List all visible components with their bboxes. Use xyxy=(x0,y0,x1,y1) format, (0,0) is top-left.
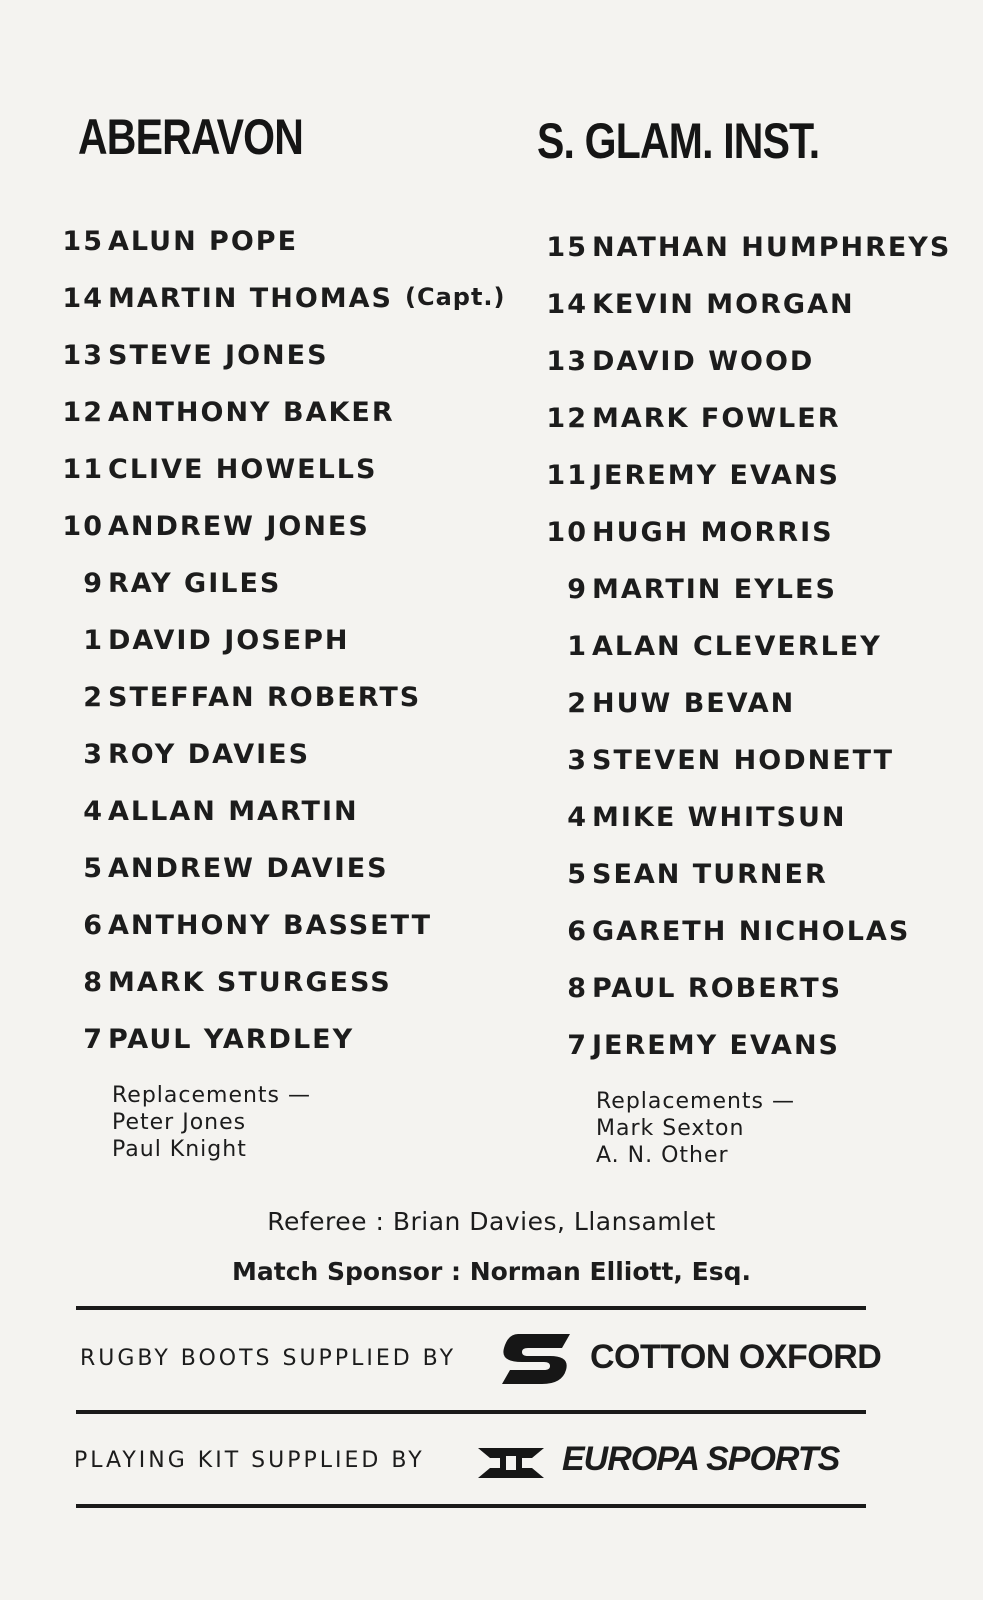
player-row xyxy=(56,796,506,853)
divider xyxy=(76,1504,866,1508)
divider xyxy=(76,1306,866,1310)
player-name: KEVIN MORGAN xyxy=(592,289,855,320)
player-number: 9 xyxy=(83,568,104,599)
player-row xyxy=(540,232,951,289)
player-row xyxy=(540,916,951,973)
player-number: 12 xyxy=(62,397,104,428)
europa-sports-brand: EUROPA SPORTS xyxy=(562,1440,840,1478)
player-number: 8 xyxy=(567,973,588,1004)
captain-note: (Capt.) xyxy=(404,283,506,311)
player-number: 10 xyxy=(546,517,588,548)
replacement-player: Peter Jones xyxy=(112,1110,247,1135)
player-name: ANDREW DAVIES xyxy=(108,853,389,884)
player-row xyxy=(540,745,951,802)
away-replacements xyxy=(596,1088,795,1169)
player-number: 3 xyxy=(567,745,588,776)
player-number: 3 xyxy=(83,739,104,770)
player-row xyxy=(540,1030,951,1087)
player-row xyxy=(540,517,951,574)
match-sponsor-line: Match Sponsor : Norman Elliott, Esq. xyxy=(232,1257,751,1286)
replacements-heading: Replacements — xyxy=(112,1083,312,1108)
player-number: 6 xyxy=(567,916,588,947)
player-number: 2 xyxy=(567,688,588,719)
player-name: GARETH NICHOLAS xyxy=(592,916,911,947)
player-number: 7 xyxy=(83,1024,104,1055)
player-number: 15 xyxy=(62,226,104,257)
player-row xyxy=(540,346,951,403)
player-name: MARK STURGESS xyxy=(108,967,392,998)
europa-sports-logo-icon xyxy=(476,1446,546,1480)
player-row xyxy=(56,397,506,454)
player-name: JEREMY EVANS xyxy=(592,1030,840,1061)
player-row xyxy=(56,853,506,910)
player-name: MIKE WHITSUN xyxy=(592,802,847,833)
player-name: CLIVE HOWELLS xyxy=(108,454,378,485)
player-name: PAUL ROBERTS xyxy=(592,973,843,1004)
player-row xyxy=(540,973,951,1030)
player-name: ROY DAVIES xyxy=(108,739,311,770)
player-number: 1 xyxy=(567,631,588,662)
player-name: STEVE JONES xyxy=(108,340,329,371)
player-number: 13 xyxy=(62,340,104,371)
player-number: 4 xyxy=(567,802,588,833)
player-row xyxy=(56,739,506,796)
replacement-player: A. N. Other xyxy=(596,1143,729,1168)
away-team-roster xyxy=(540,232,951,1087)
replacements-heading: Replacements — xyxy=(596,1089,796,1114)
player-row xyxy=(56,511,506,568)
player-row xyxy=(540,403,951,460)
referee-line: Referee : Brian Davies, Llansamlet xyxy=(267,1207,716,1236)
player-name: ANDREW JONES xyxy=(108,511,370,542)
player-row xyxy=(56,226,506,283)
player-row xyxy=(540,460,951,517)
player-name: JEREMY EVANS xyxy=(592,460,840,491)
player-number: 7 xyxy=(567,1030,588,1061)
away-team-name: S. GLAM. INST. xyxy=(537,113,820,169)
player-number: 5 xyxy=(567,859,588,890)
boots-supplier-label: RUGBY BOOTS SUPPLIED BY xyxy=(80,1346,457,1371)
player-name: NATHAN HUMPHREYS xyxy=(592,232,952,263)
player-number: 8 xyxy=(83,967,104,998)
player-row xyxy=(56,625,506,682)
player-name: HUGH MORRIS xyxy=(592,517,834,548)
player-number: 11 xyxy=(546,460,588,491)
player-name: MARK FOWLER xyxy=(592,403,841,434)
player-number: 11 xyxy=(62,454,104,485)
player-number: 2 xyxy=(83,682,104,713)
kit-supplier-label: PLAYING KIT SUPPLIED BY xyxy=(74,1448,425,1473)
player-name: SEAN TURNER xyxy=(592,859,828,890)
player-row xyxy=(56,682,506,739)
player-number: 1 xyxy=(83,625,104,656)
player-number: 13 xyxy=(546,346,588,377)
player-row xyxy=(56,910,506,967)
home-replacements xyxy=(112,1082,311,1163)
player-number: 10 xyxy=(62,511,104,542)
player-row xyxy=(56,454,506,511)
player-name: DAVID WOOD xyxy=(592,346,815,377)
player-name: DAVID JOSEPH xyxy=(108,625,350,656)
player-number: 15 xyxy=(546,232,588,263)
player-name: STEFFAN ROBERTS xyxy=(108,682,422,713)
player-number: 5 xyxy=(83,853,104,884)
player-row xyxy=(540,688,951,745)
replacement-player: Paul Knight xyxy=(112,1137,247,1162)
player-name: PAUL YARDLEY xyxy=(108,1024,355,1055)
player-number: 12 xyxy=(546,403,588,434)
player-row xyxy=(540,859,951,916)
replacement-player: Mark Sexton xyxy=(596,1116,745,1141)
player-number: 14 xyxy=(546,289,588,320)
player-row xyxy=(540,289,951,346)
player-row xyxy=(56,1024,506,1081)
player-name: MARTIN EYLES xyxy=(592,574,837,605)
player-number: 6 xyxy=(83,910,104,941)
player-name: ALLAN MARTIN xyxy=(108,796,359,827)
player-number: 9 xyxy=(567,574,588,605)
player-name: MARTIN THOMAS xyxy=(108,283,393,314)
home-team-name: ABERAVON xyxy=(78,109,304,165)
player-name: ALUN POPE xyxy=(108,226,299,257)
player-row xyxy=(56,283,506,340)
cotton-oxford-brand: COTTON OXFORD xyxy=(590,1338,882,1376)
player-row xyxy=(56,340,506,397)
player-row xyxy=(540,802,951,859)
home-team-roster xyxy=(56,226,506,1081)
player-number: 14 xyxy=(62,283,104,314)
player-row xyxy=(56,967,506,1024)
player-row xyxy=(540,574,951,631)
player-name: STEVEN HODNETT xyxy=(592,745,895,776)
player-name: ALAN CLEVERLEY xyxy=(592,631,882,662)
player-row xyxy=(56,568,506,625)
player-name: ANTHONY BAKER xyxy=(108,397,395,428)
cotton-oxford-logo-icon xyxy=(498,1330,574,1388)
player-name: ANTHONY BASSETT xyxy=(108,910,433,941)
divider xyxy=(76,1410,866,1414)
player-number: 4 xyxy=(83,796,104,827)
player-name: HUW BEVAN xyxy=(592,688,796,719)
player-row xyxy=(540,631,951,688)
player-name: RAY GILES xyxy=(108,568,282,599)
